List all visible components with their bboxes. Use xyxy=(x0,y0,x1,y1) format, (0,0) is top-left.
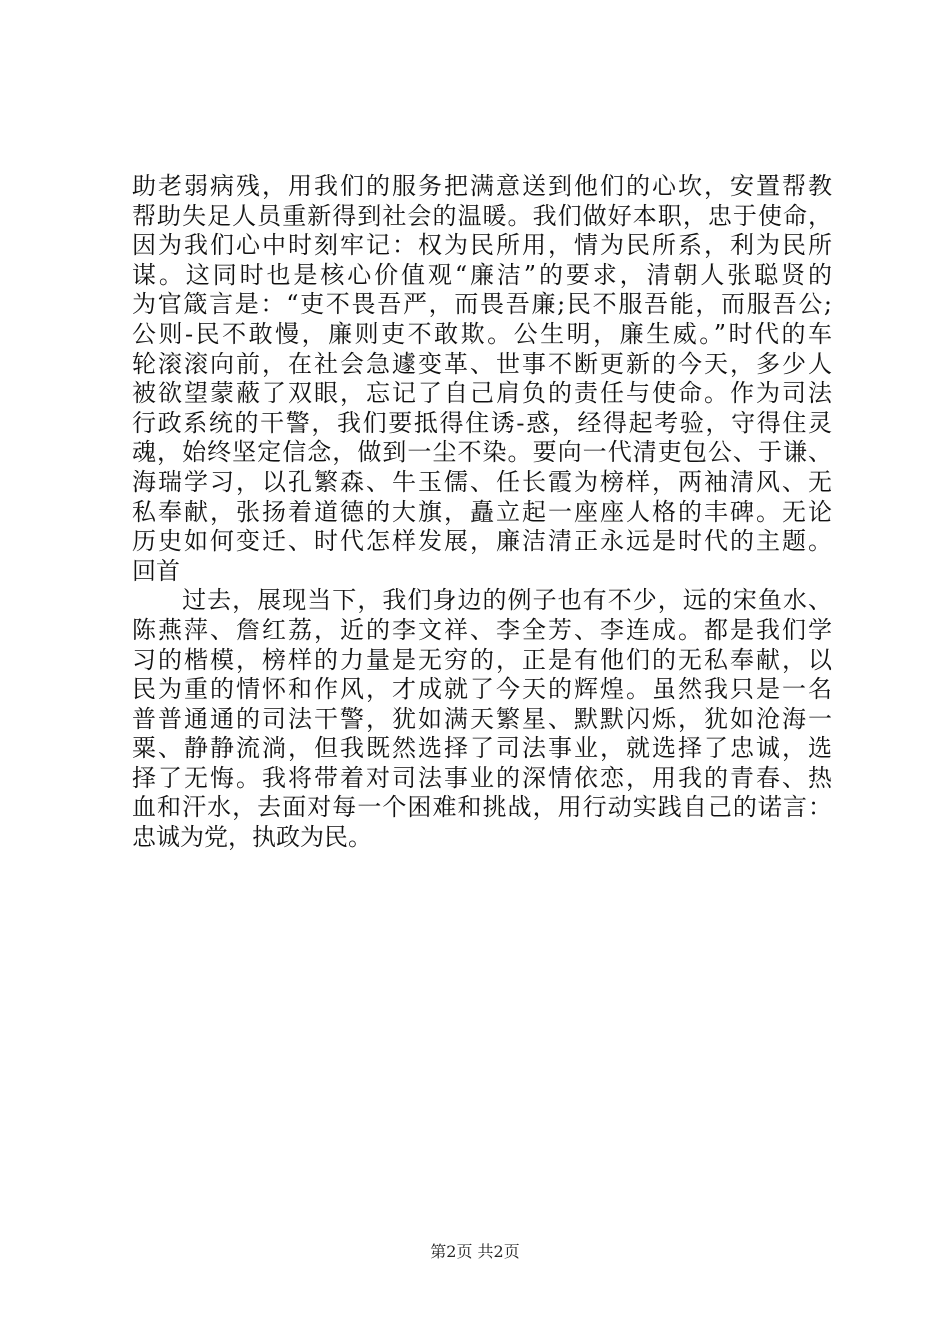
text-line: 回首 xyxy=(132,556,180,585)
text-line: 民为重的情怀和作风，才成就了今天的辉煌。虽然我只是一名 xyxy=(132,675,832,704)
text-line: 因为我们心中时刻牢记：权为民所用，情为民所系，利为民所 xyxy=(132,231,832,260)
text-line: 行政系统的干警，我们要抵得住诱-惑，经得起考验，守得住灵 xyxy=(132,408,832,437)
text-line: 为官箴言是：“吏不畏吾严，而畏吾廉;民不服吾能，而服吾公; xyxy=(132,290,832,319)
page-footer: 第2页 共2页 xyxy=(430,1242,520,1261)
text-line: 帮助失足人员重新得到社会的温暖。我们做好本职，忠于使命， xyxy=(132,201,832,230)
body-text xyxy=(132,172,832,853)
text-line: 海瑞学习，以孔繁森、牛玉儒、任长霞为榜样，两袖清风、无 xyxy=(132,467,832,496)
text-line: 魂，始终坚定信念，做到一尘不染。要向一代清吏包公、于谦、 xyxy=(132,438,832,467)
text-line: 谋。这同时也是核心价值观“廉洁”的要求，清朝人张聪贤的 xyxy=(132,260,832,289)
text-line: 过去，展现当下，我们身边的例子也有不少，远的宋鱼水、 xyxy=(132,586,832,615)
text-line: 助老弱病残，用我们的服务把满意送到他们的心坎，安置帮教 xyxy=(132,172,832,200)
text-line: 择了无悔。我将带着对司法事业的深情依恋，用我的青春、热 xyxy=(132,763,832,792)
text-line: 历史如何变迁、时代怎样发展，廉洁清正永远是时代的主题。 xyxy=(132,527,832,556)
text-line: 粟、静静流淌，但我既然选择了司法事业，就选择了忠诚，选 xyxy=(132,734,832,763)
text-line: 习的楷模，榜样的力量是无穷的，正是有他们的无私奉献，以 xyxy=(132,645,832,674)
text-line: 被欲望蒙蔽了双眼，忘记了自己肩负的责任与使命。作为司法 xyxy=(132,379,832,408)
text-line: 轮滚滚向前，在社会急遽变革、世事不断更新的今天，多少人 xyxy=(132,349,832,378)
text-line: 忠诚为党，执政为民。 xyxy=(132,823,372,852)
text-line: 私奉献，张扬着道德的大旗，矗立起一座座人格的丰碑。无论 xyxy=(132,497,832,526)
text-line: 陈燕萍、詹红荔，近的李文祥、李全芳、李连成。都是我们学 xyxy=(132,615,832,644)
text-line: 普普通通的司法干警，犹如满天繁星、默默闪烁，犹如沧海一 xyxy=(132,704,832,733)
text-line: 血和汗水，去面对每一个困难和挑战，用行动实践自己的诺言： xyxy=(132,793,832,822)
text-line: 公则-民不敢慢，廉则吏不敢欺。公生明，廉生威。”时代的车 xyxy=(132,319,832,348)
